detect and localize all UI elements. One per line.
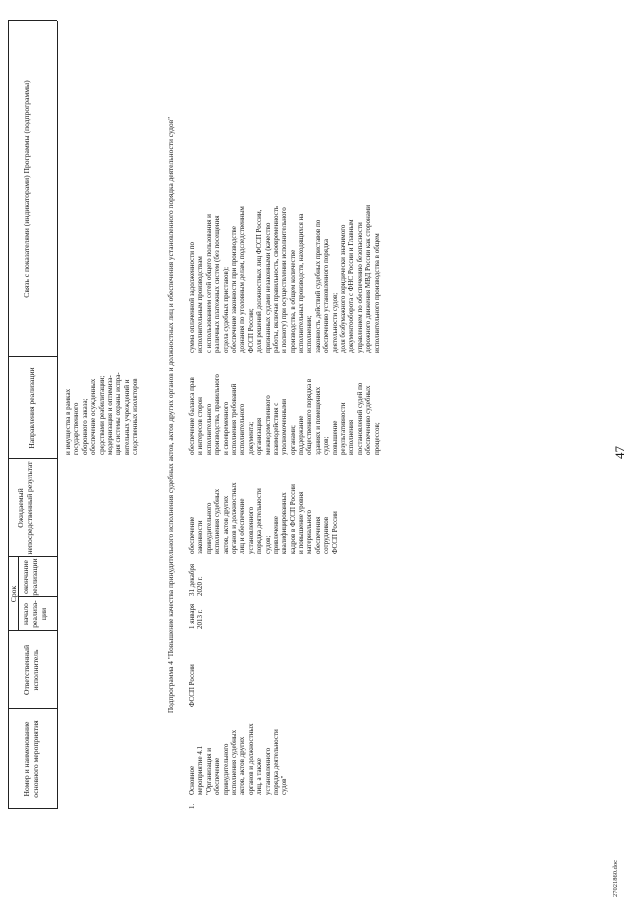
page-number: 47 — [612, 446, 627, 459]
column-divider — [8, 708, 57, 709]
header-indicators: Связь с показателями (индикаторами) Программы (подпрограммы) — [22, 80, 31, 298]
header-end: окончание реализации — [21, 558, 40, 596]
continuation-directions: и имущества в рамках государственного оборонного заказа; обеспечение осужденных средствами реабилитации; модернизация и оптимиза- ция системы охраны испра- вительных учреждений и следственных изоляторов — [64, 372, 140, 455]
header-result: Ожидаемый непосредственный результат — [16, 461, 35, 555]
table-border-top — [8, 21, 9, 809]
column-divider — [8, 356, 57, 357]
table-border-left — [8, 808, 57, 809]
end-date: 31 декабря 2020 г. — [188, 563, 205, 596]
document-id: 27021860.doc — [612, 859, 619, 897]
header-term: Срок — [9, 585, 18, 603]
expected-result: обеспечение законности принудительного исполнения судебных актов, актов других органов и должностных лиц и обеспечение установленного порядка деятельности судов; привлечение квалифицированных кадров в ФССП России и повышение уровня материального обеспечения сотрудников ФССП России — [188, 482, 339, 554]
program-indicators: сумма оплаченной задолженности по исполнительным производствам с использованием сетей общего пользования и различных платежных систем (без посещения отдела судебных приставов); обеспечение законности при производстве дознания по уголовным делам, подследственным ФССП России; доля решений должностных лиц ФССП России, признанных судами незаконными (качество работы, включая правильность, своевременность и полноту) при осуществлении исполнительного производства, в общем количестве исполнительных производств, находящихся на исполнении; законность действий судебных приставов по обеспечению установленного порядка деятельности судов; доля безбумажного юридически значимого документооборота с ФНС России и Главным управлением по обеспечению безопасности дорожного движения МВД России как сторонами исполнительного производства в общем — [188, 205, 381, 353]
executor: ФССП России — [188, 664, 196, 707]
table-border-right — [8, 20, 57, 21]
implementation-directions: обеспечение баланса прав и интересов сторон исполнительного производства, правильного и своевременного исполнения требований исполнительного документа; организация межведомственного взаимодействия с уполномоченными органами; поддержание общественного порядка в зданиях и помещениях судов; повышение результативности исполнения постановлений судей по обеспечению судебных процессов; — [188, 374, 381, 455]
column-divider — [18, 596, 57, 597]
header-number-name: Номер и наименование основного мероприятия — [22, 720, 41, 798]
subprogram-title: Подпрограмма 4 "Повышение качества принудительного исполнения судебных актов, актов других органов и должностных лиц и обеспечения установленного порядка деятельности судов" — [166, 116, 175, 714]
start-date: 1 января 2013 г. — [188, 603, 205, 629]
header-directions: Направления реализации — [27, 367, 36, 449]
row-number: 1. — [188, 803, 196, 809]
header-start: начало реализа-ции — [21, 600, 49, 628]
program-table — [8, 21, 602, 809]
activity-name: Основное мероприятие 4.1 "Организация и обеспечение принудительного исполнения судебных актов, актов других органов и должностных лиц, а также установленного порядка деятельности судов" — [188, 723, 289, 795]
column-divider — [8, 458, 57, 459]
term-divider — [18, 557, 19, 631]
header-bottom-rule — [57, 21, 58, 809]
header-executor: Ответственный исполнитель — [22, 644, 41, 696]
